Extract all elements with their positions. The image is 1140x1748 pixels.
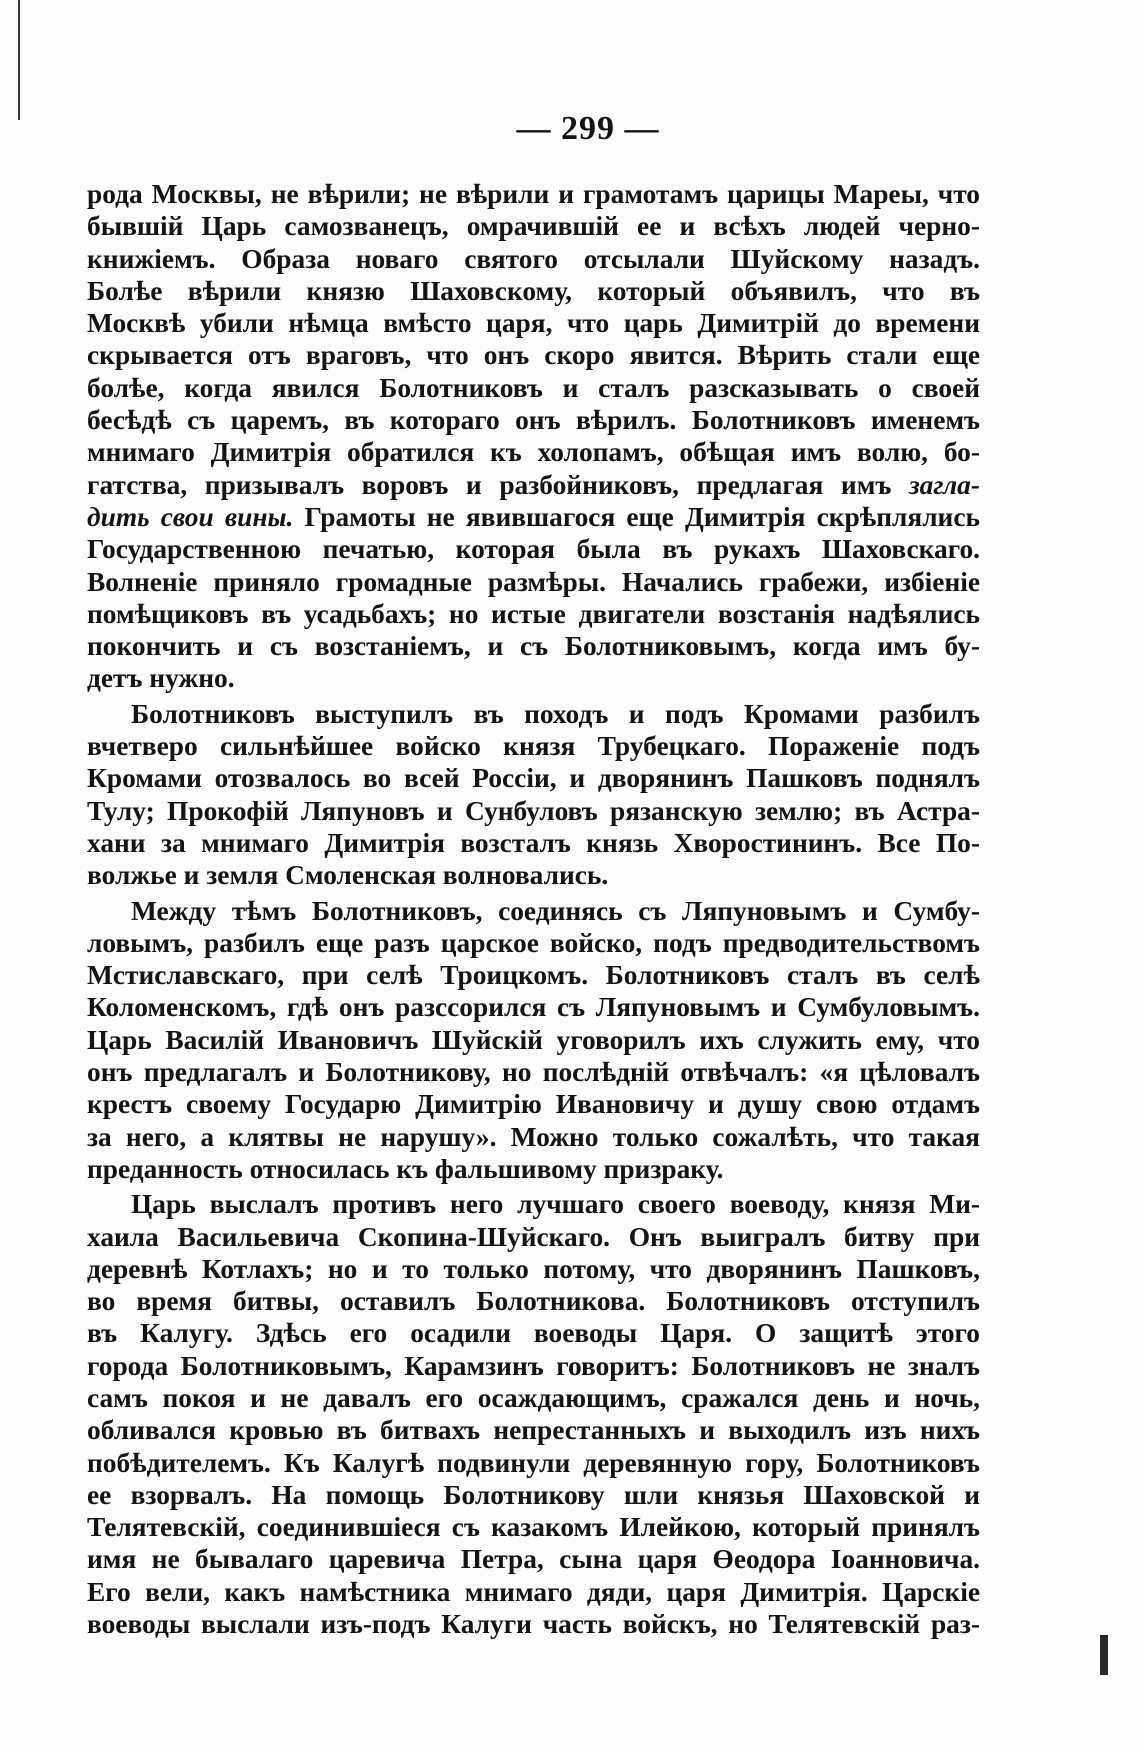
line-text: книжiемъ. Образа новаго святого отсылали Шуйскому назадъ. [87, 243, 980, 274]
text-line [87, 1608, 980, 1640]
line-text: Тулу; Прокофiй Ляпуновъ и Сунбуловъ рязанскую землю; въ Астра- [87, 795, 980, 826]
line-text: имя не бывалаго царевича Петра, сына царя Өеодора Iоанновича. [87, 1544, 980, 1575]
line-text: волжье и земля Смоленская волновались. [87, 860, 609, 891]
line-text: Болѣе вѣрили князю Шаховскому, который объявилъ, что въ [87, 275, 980, 306]
text-line [87, 1350, 980, 1382]
line-text: Коломенскомъ, гдѣ онъ разссорился съ Ляпуновымъ и Сумбуловымъ. [87, 992, 980, 1023]
line-text: мнимаго Димитрiя обратился къ холопамъ, обѣщая имъ волю, бо- [87, 437, 980, 468]
text-line [87, 1543, 980, 1575]
line-text: рода Москвы, не вѣрили; не вѣрили и грамотамъ царицы Мареы, что [87, 179, 980, 209]
line-text: бесѣдѣ съ царемъ, въ котораго онъ вѣрилъ. Болотниковъ именемъ [87, 405, 980, 436]
text-line [87, 1188, 980, 1220]
line-text: Волненiе приняло громадные размѣры. Начались грабежи, избiенiе [87, 566, 980, 597]
line-text: Телятевскiй, соединившiеся съ казакомъ Илейкою, который принялъ [87, 1512, 980, 1543]
line-text: деревнѣ Котлахъ; но и то только потому, что дворянинъ Пашковъ, [87, 1253, 980, 1284]
text-line [87, 1479, 980, 1511]
line-text: скрывается отъ враговъ, что онъ скоро явится. Вѣрить стали еще [87, 340, 980, 371]
line-text: Болотниковъ выступилъ въ походъ и подъ Кромами разбилъ [131, 698, 980, 729]
text-line [87, 698, 980, 730]
text-line [87, 372, 980, 404]
text-line [87, 859, 980, 891]
line-text: покончить и съ возстанiемъ, и съ Болотниковымъ, когда имъ бу- [87, 631, 980, 662]
text-line [87, 1253, 980, 1285]
text-line [87, 178, 980, 210]
line-text: Царь выслалъ противъ него лучшаго своего воеводу, князя Ми- [131, 1189, 980, 1220]
text-line [87, 1056, 980, 1088]
text-line [87, 762, 980, 794]
line-text: Мстиславскаго, при селѣ Троицкомъ. Болотниковъ сталъ въ селѣ [87, 960, 980, 991]
line-text: вчетверо сильнѣйшее войско князя Трубецкаго. Пораженiе подъ [87, 731, 980, 762]
line-text: за него, а клятвы не нарушу». Можно только сожалѣть, что такая [87, 1121, 980, 1152]
line-text: воеводы выслали изъ-подъ Калуги часть войскъ, но Телятевскiй раз- [87, 1609, 980, 1640]
text-line [87, 795, 980, 827]
text-line [87, 243, 980, 275]
text-line [87, 1414, 980, 1446]
text-line [87, 1024, 980, 1056]
line-text: детъ нужно. [87, 663, 235, 694]
line-text: ловымъ, разбилъ еще разъ царское войско, подъ предводительствомъ [87, 927, 980, 958]
line-text: хани за мнимаго Димитрiя возсталъ князь Хворостининъ. Все По- [87, 827, 980, 858]
line-text: крестъ своему Государю Димитрiю Ивановичу и душу свою отдамъ [87, 1089, 980, 1120]
line-text: Кромами отозвалось во всей Россiи, и дворянинъ Пашковъ поднялъ [87, 763, 980, 794]
text-line [87, 1447, 980, 1479]
line-text: Государственною печатью, которая была въ рукахъ Шаховскаго. [87, 534, 980, 565]
line-text: Его вели, какъ намѣстника мнимаго дяди, царя Димитрiя. Царскiе [87, 1576, 980, 1607]
text-line [87, 827, 980, 859]
line-text: онъ предлагалъ и Болотникову, но послѣднiй отвѣчалъ: «я цѣловалъ [87, 1057, 980, 1088]
line-text: самъ покоя и не давалъ его осаждающимъ, сражался день и ночь, [87, 1382, 980, 1413]
text-line [87, 404, 980, 436]
line-text: Между тѣмъ Болотниковъ, соединясь съ Ляпуновымъ и Сумбу- [131, 895, 980, 926]
text-line [87, 991, 980, 1023]
text-line [87, 662, 980, 694]
text-line [87, 730, 980, 762]
text-line [87, 339, 980, 371]
line-text: во время битвы, оставилъ Болотникова. Болотниковъ отступилъ [87, 1286, 980, 1317]
text-line [87, 959, 980, 991]
line-text: хаила Васильевича Скопина-Шуйскаго. Онъ выигралъ битву при [87, 1221, 980, 1252]
italic-phrase: дить свои вины. [87, 501, 294, 532]
line-text: болѣе, когда явился Болотниковъ и сталъ разсказывать о своей [87, 372, 980, 403]
text-line [87, 927, 980, 959]
page-number: — 299 — [516, 110, 660, 147]
text-line [87, 1317, 980, 1349]
text-line [87, 307, 980, 339]
line-text: Царь Василiй Ивановичъ Шуйскiй уговорилъ ихъ служить ему, что [87, 1024, 980, 1055]
text-line [87, 1121, 980, 1153]
text-line [87, 630, 980, 662]
body-text [87, 178, 980, 1640]
line-text: ее взорвалъ. На помощь Болотникову шли князья Шаховской и [87, 1479, 980, 1510]
text-line [87, 533, 980, 565]
text-line [87, 566, 980, 598]
text-line [87, 469, 980, 501]
text-line [87, 1153, 980, 1185]
line-text: гатства, призывалъ воровъ и разбойниковъ, предлагая имъ [87, 469, 892, 500]
line-text: въ Калугу. Здѣсь его осадили воеводы Царя. О защитѣ этого [87, 1318, 980, 1349]
text-line [87, 1221, 980, 1253]
text-line [87, 1511, 980, 1543]
text-line [87, 1088, 980, 1120]
text-line [87, 1382, 980, 1414]
text-line [87, 210, 980, 242]
binding-mark [1100, 1635, 1108, 1675]
line-text: помѣщиковъ въ усадьбахъ; но истые двигатели возстанiя надѣялись [87, 598, 980, 629]
italic-phrase: загла- [908, 469, 980, 500]
text-line [87, 1576, 980, 1608]
line-text: Москвѣ убили нѣмца вмѣсто царя, что царь Димитрiй до времени [87, 308, 980, 339]
line-text: Грамоты не явившагося еще Димитрiя скрѣплялись [293, 501, 980, 532]
text-line [87, 895, 980, 927]
text-line [87, 501, 980, 533]
text-line [87, 436, 980, 468]
line-text: бывшiй Царь самозванецъ, омрачившiй ее и всѣхъ людей черно- [87, 211, 980, 242]
text-line [87, 1285, 980, 1317]
line-text: обливался кровью въ битвахъ непрестанныхъ и выходилъ изъ нихъ [87, 1415, 980, 1446]
text-line [87, 275, 980, 307]
line-text: побѣдителемъ. Къ Калугѣ подвинули деревянную гору, Болотниковъ [87, 1447, 980, 1478]
text-line [87, 598, 980, 630]
line-text: города Болотниковымъ, Карамзинъ говоритъ: Болотниковъ не зналъ [87, 1350, 980, 1381]
page-edge-shadow [18, 0, 20, 120]
line-text: преданность относилась къ фальшивому призраку. [87, 1153, 724, 1184]
